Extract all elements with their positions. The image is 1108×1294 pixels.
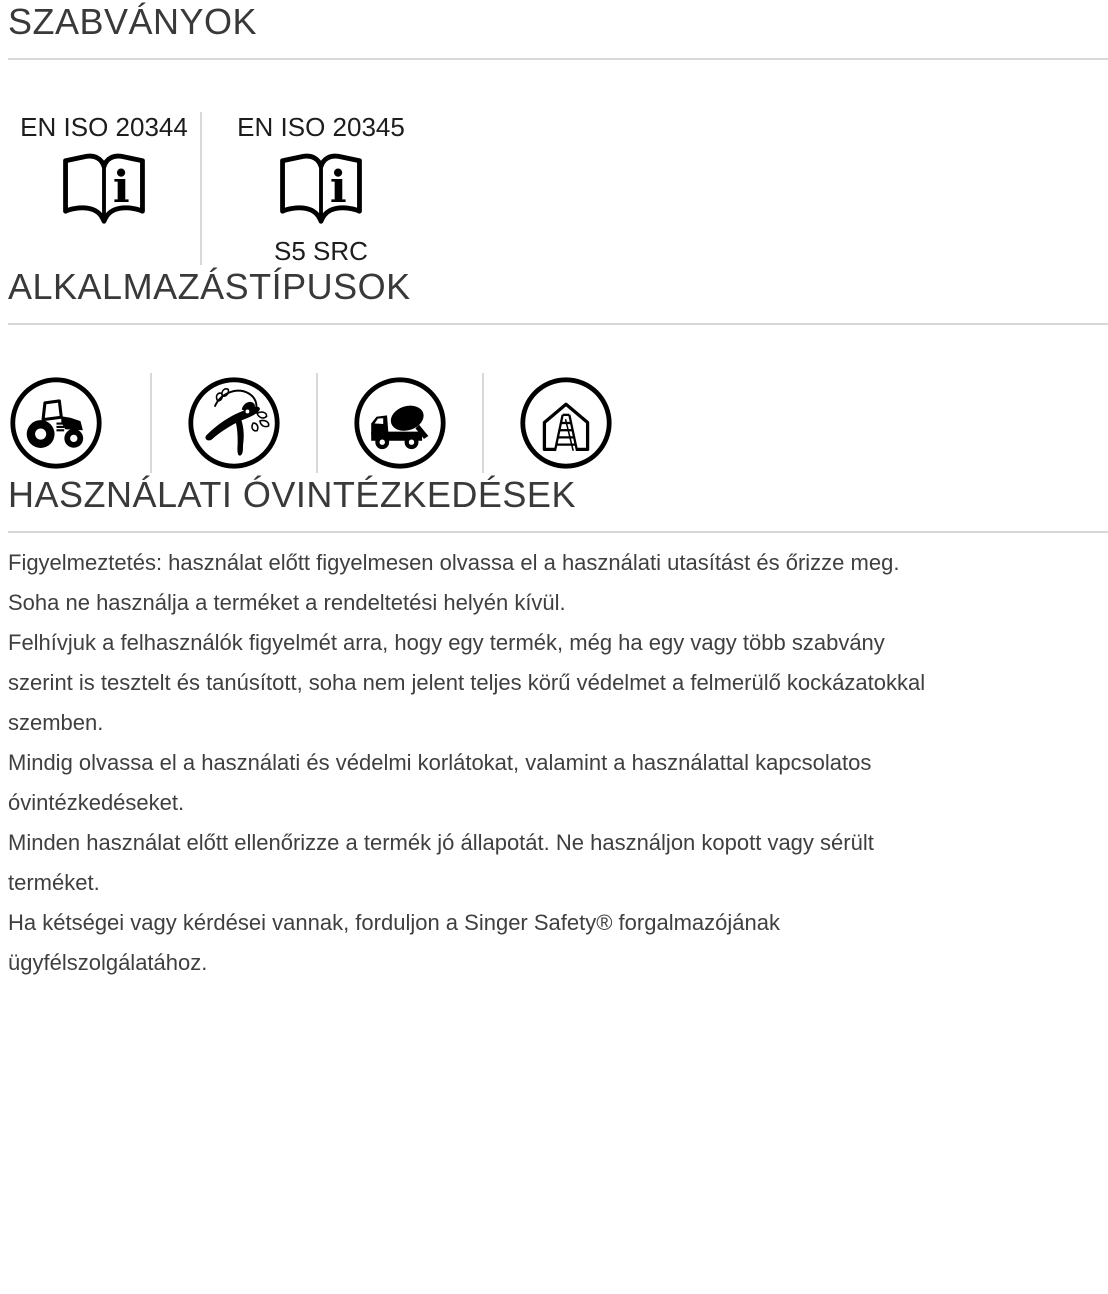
svg-text:i: i: [329, 161, 347, 214]
svg-text:i: i: [112, 161, 130, 214]
greenhouse-ladder-icon: [518, 375, 614, 471]
tractor-icon: [8, 375, 104, 471]
precaution-paragraph: Figyelmeztetés: használat előtt figyelmesen olvassa el a használati utasítást és őrizze meg.: [8, 550, 900, 575]
application-types-section-title: ALKALMAZÁSTÍPUSOK: [8, 265, 1108, 325]
application-types-row: [8, 373, 1108, 473]
application-type-item: [152, 375, 316, 471]
standard-item: [202, 112, 440, 265]
pruning-shears-icon: [186, 375, 282, 471]
product-documentation: [8, 0, 1108, 983]
precaution-paragraph: Minden használat előtt ellenőrizze a termék jó állapotát. Ne használjon kopott vagy sérült terméket.: [8, 830, 874, 895]
precaution-paragraph: Soha ne használja a terméket a rendeltetési helyén kívül.: [8, 590, 566, 615]
concrete-mixer-truck-icon: [352, 375, 448, 471]
application-type-item: [484, 375, 648, 471]
precaution-paragraph: Ha kétségei vagy kérdései vannak, forduljon a Singer Safety® forgalmazójának ügyfélszolgálatához.: [8, 910, 780, 975]
precautions-text: [8, 543, 948, 983]
standard-label: EN ISO 20345: [237, 112, 405, 142]
instruction-manual-icon: [271, 148, 371, 235]
application-type-item: [318, 375, 482, 471]
precaution-paragraph: Felhívjuk a felhasználók figyelmét arra, hogy egy termék, még ha egy vagy több szabvány szerint is tesztelt és tanúsított, soha nem jelent teljes körű védelmet a felmerülő kockázatokkal szemben.: [8, 630, 926, 735]
standard-item: [8, 112, 200, 265]
standards-row: [8, 112, 1108, 265]
application-type-item: [8, 375, 150, 471]
standards-section-title: SZABVÁNYOK: [8, 0, 1108, 60]
instruction-manual-icon: [54, 148, 154, 235]
precautions-section-title: HASZNÁLATI ÓVINTÉZKEDÉSEK: [8, 473, 1108, 533]
standard-class-label: S5 SRC: [274, 236, 368, 266]
precaution-paragraph: Mindig olvassa el a használati és védelmi korlátokat, valamint a használattal kapcsolatos óvintézkedéseket.: [8, 750, 872, 815]
standard-label: EN ISO 20344: [20, 112, 188, 142]
